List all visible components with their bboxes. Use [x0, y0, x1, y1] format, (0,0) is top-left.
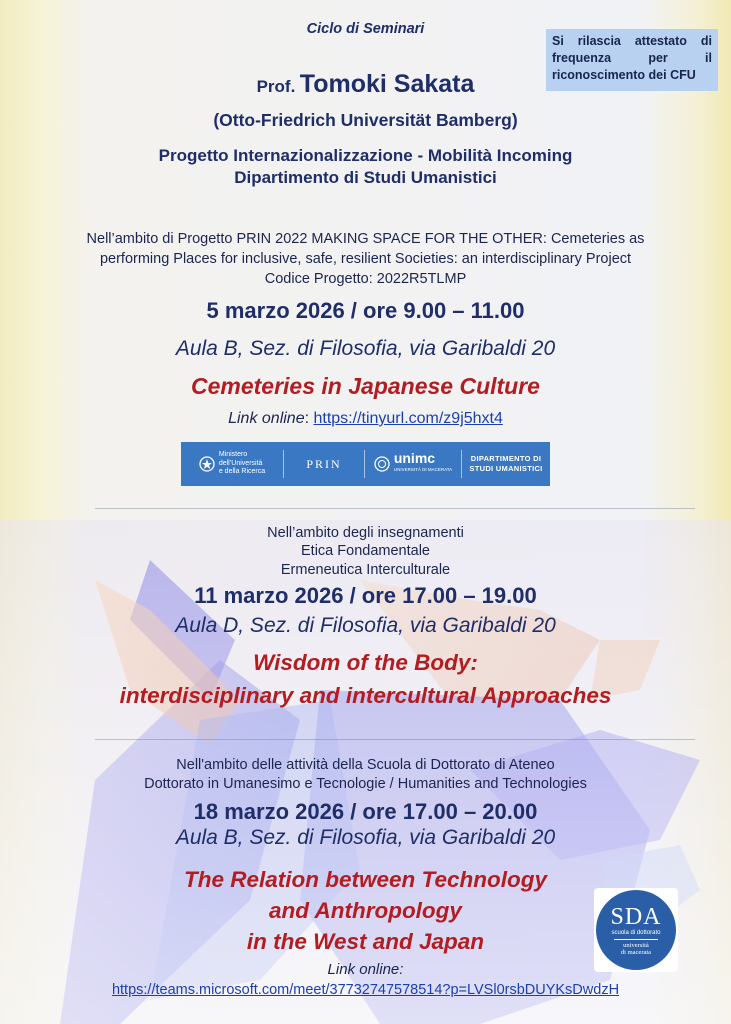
sda-mark: SDA: [610, 903, 662, 930]
speaker-name: Tomoki Sakata: [299, 70, 475, 98]
speaker-affiliation: (Otto-Friedrich Universität Bamberg): [213, 110, 518, 130]
seminar3-context-line1: Nell'ambito delle attività della Scuola di Dottorato di Ateneo: [176, 757, 555, 773]
seminar1-date: 5 marzo 2026 / ore 9.00 – 11.00: [206, 298, 525, 323]
seminar1-context-line3: Codice Progetto: 2022R5TLMP: [264, 271, 467, 287]
speaker-title: Prof.: [256, 77, 296, 96]
seminar1-place: Aula B, Sez. di Filosofia, via Garibaldi 20: [175, 337, 556, 360]
seminar2-date: 11 marzo 2026 / ore 17.00 – 19.00: [194, 583, 537, 608]
seminar1-link-row: [0, 410, 731, 428]
unimc-logo: [365, 442, 461, 486]
sda-line-2: università: [623, 941, 649, 949]
mur-line-1: Ministero: [218, 451, 248, 459]
partner-logos-bar: [181, 442, 550, 486]
emblem-icon: [199, 456, 215, 472]
dsu-line-1: DIPARTIMENTO DI: [470, 454, 542, 463]
seminar1-link-label: Link online: [228, 410, 305, 427]
dsu-logo: [462, 442, 550, 486]
seminar3-link[interactable]: https://teams.microsoft.com/meet/37732747578514?p=LVSl0rsbDUYKsDwdzH: [111, 982, 620, 998]
seminar3-title-line2: and Anthropology: [269, 898, 462, 923]
seminar3-title-line1: The Relation between Technology: [184, 867, 547, 892]
mur-logo: [181, 442, 283, 486]
seminar2-context-line1: Nell’ambito degli insegnamenti: [267, 525, 464, 541]
seminar2-title-line2: interdisciplinary and intercultural Approaches: [119, 683, 612, 708]
sda-line-3: di macerata: [620, 948, 652, 956]
seminar3-link-label: Link online:: [327, 961, 404, 978]
sda-logo: [594, 888, 678, 972]
unimc-sub: UNIVERSITÀ DI MACERATA: [393, 467, 453, 472]
seminar2-context-line2: Etica Fondamentale: [301, 543, 430, 559]
seminar1-context-line2: performing Places for inclusive, safe, resilient Societies: an interdisciplinary Project: [99, 251, 632, 267]
seminar1-title: Cemeteries in Japanese Culture: [191, 373, 540, 399]
seminar3-date: 18 marzo 2026 / ore 17.00 – 20.00: [193, 799, 538, 824]
seminar1-link-sep: :: [304, 410, 314, 427]
mur-line-2: dell’Università: [218, 459, 263, 467]
series-label: Ciclo di Seminari: [306, 21, 425, 37]
project-line-1: Progetto Internazionalizzazione - Mobilità Incoming: [158, 146, 573, 165]
divider-2: [95, 739, 695, 740]
seminar2-title-line1: Wisdom of the Body:: [253, 650, 478, 675]
mur-line-3: e della Ricerca: [218, 468, 266, 476]
dsu-line-2: STUDI UMANISTICI: [469, 464, 543, 473]
seminar1-link[interactable]: https://tinyurl.com/z9j5hxt4: [313, 410, 503, 427]
seminar1-context-line1: Nell’ambito di Progetto PRIN 2022 MAKING SPACE FOR THE OTHER: Cemeteries as: [86, 231, 645, 247]
seminar3-place: Aula B, Sez. di Filosofia, via Garibaldi 20: [175, 826, 556, 849]
sda-line-1: scuola di dottorato: [611, 929, 661, 936]
project-line-2: Dipartimento di Studi Umanistici: [234, 168, 497, 187]
unimc-wordmark: unimc: [393, 450, 436, 466]
divider-1: [95, 508, 695, 509]
unimc-seal-icon: [374, 456, 390, 472]
prin-logo: PRIN: [306, 456, 342, 471]
attendance-notice: Si rilascia attestato di frequenza per il riconoscimento dei CFU: [546, 29, 718, 91]
seminar2-place: Aula D, Sez. di Filosofia, via Garibaldi 20: [175, 614, 556, 637]
seminar3-title-line3: in the West and Japan: [246, 929, 485, 954]
seminar3-context-line2: Dottorato in Umanesimo e Tecnologie / Humanities and Technologies: [144, 776, 587, 792]
seminar2-context-line3: Ermeneutica Interculturale: [280, 562, 451, 578]
speaker-heading: [0, 70, 731, 99]
